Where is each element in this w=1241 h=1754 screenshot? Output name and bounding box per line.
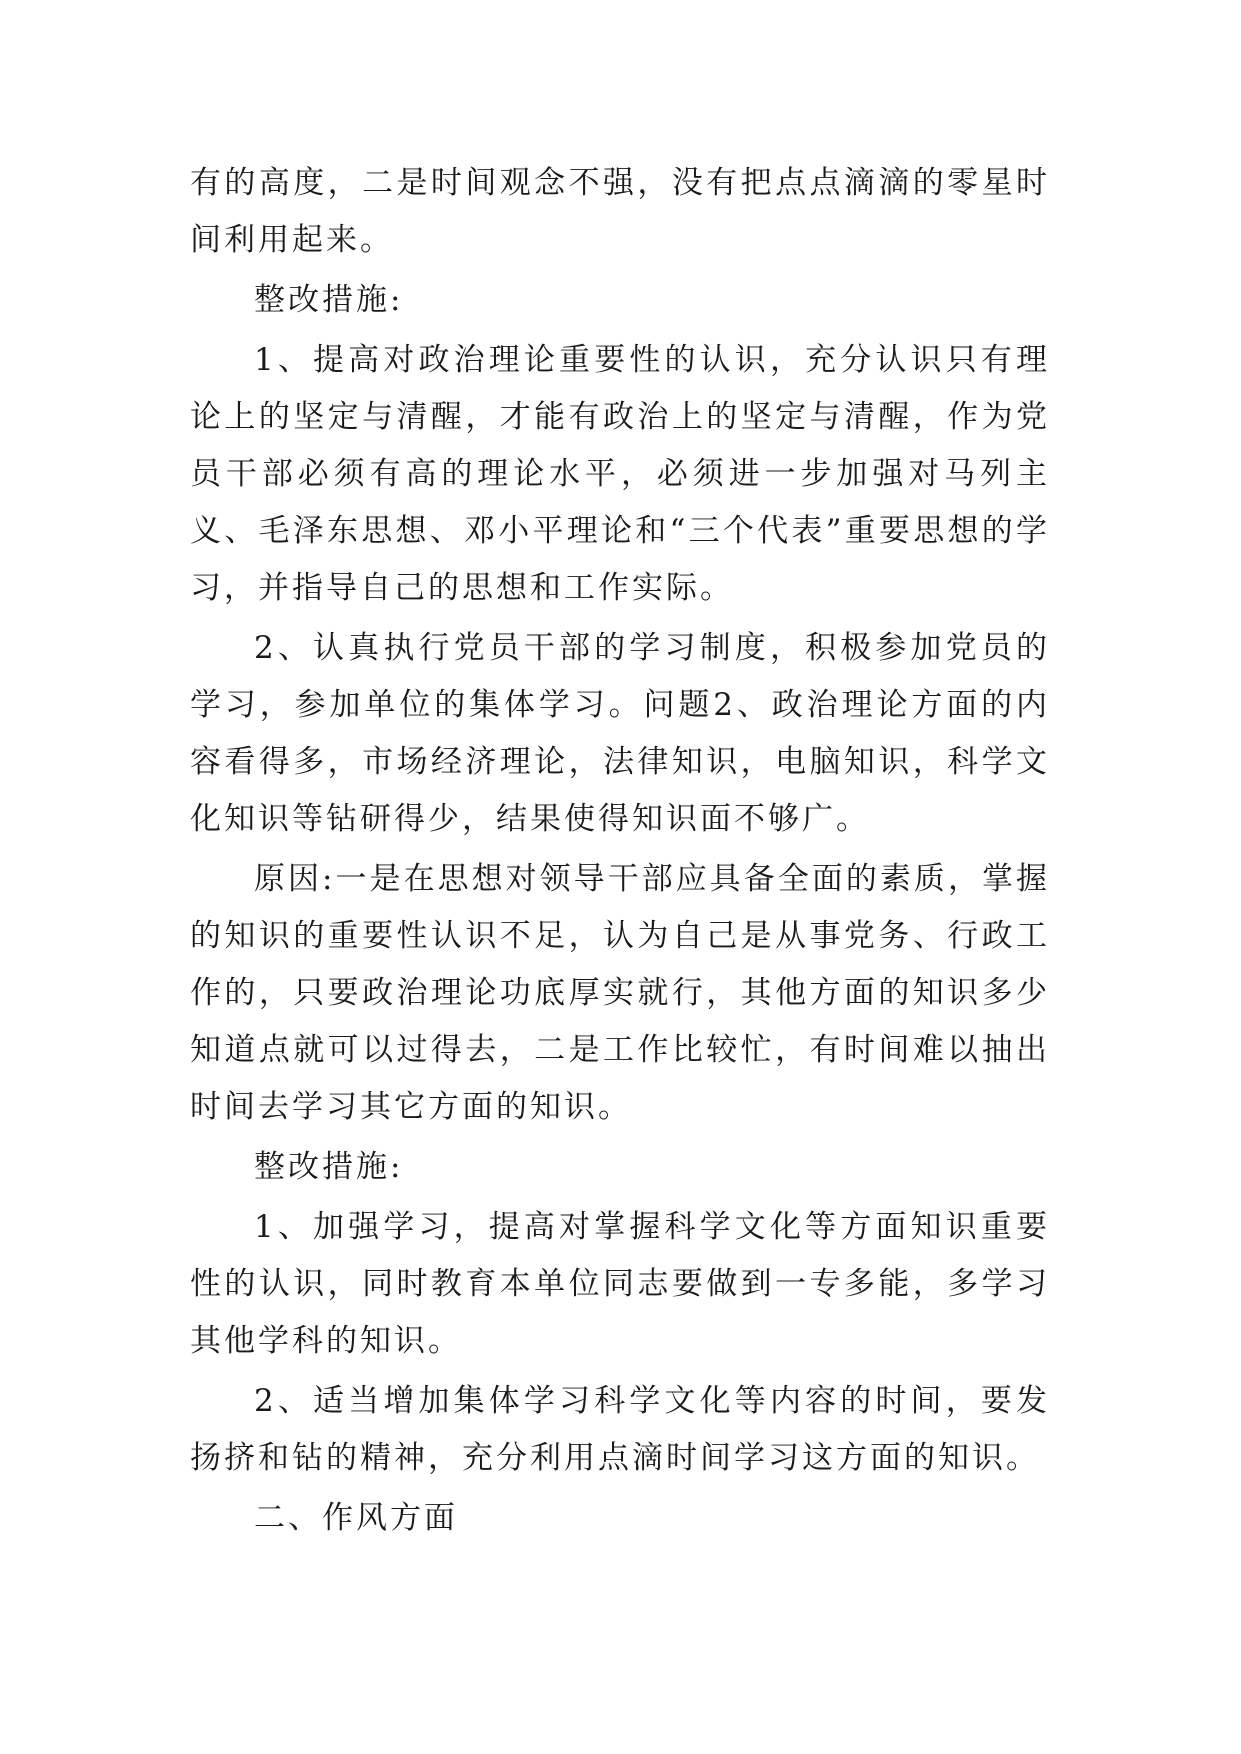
paragraph-continuation: 有的高度，二是时间观念不强，没有把点点滴滴的零星时间利用起来。 xyxy=(190,165,1050,258)
paragraph-measure-1b: 1、加强学习，提高对掌握科学文化等方面知识重要性的认识，同时教育本单位同志要做到一专多能，多学习其他学科的知识。 xyxy=(190,1209,1050,1359)
paragraph-measure-2b: 2、适当增加集体学习科学文化等内容的时间，要发扬挤和钻的精神，充分利用点滴时间学习这方面的知识。 xyxy=(190,1383,1050,1476)
heading-rectification-measures-2: 整改措施: xyxy=(254,1149,404,1185)
heading-rectification-measures: 整改措施: xyxy=(254,282,404,318)
document-body xyxy=(190,155,1050,1550)
paragraph-reason: 原因:一是在思想对领导干部应具备全面的素质，掌握的知识的重要性认识不足，认为自己是从事党务、行政工作的，只要政治理论功底厚实就行，其他方面的知识多少知道点就可以过得去，二是工作比较忙，有时间难以抽出时间去学习其它方面的知识。 xyxy=(190,861,1050,1125)
paragraph-measure-1: 1、提高对政治理论重要性的认识，充分认识只有理论上的坚定与清醒，才能有政治上的坚定与清醒，作为党员干部必须有高的理论水平，必须进一步加强对马列主义、毛泽东思想、邓小平理论和“三个代表”重要思想的学习，并指导自己的思想和工作实际。 xyxy=(190,342,1050,606)
paragraph-measure-2: 2、认真执行党员干部的学习制度，积极参加党员的学习，参加单位的集体学习。问题2、政治理论方面的内容看得多，市场经济理论，法律知识，电脑知识，科学文化知识等钻研得少，结果使得知识面不够广。 xyxy=(190,630,1050,837)
section-heading-work-style: 二、作风方面 xyxy=(254,1500,458,1536)
